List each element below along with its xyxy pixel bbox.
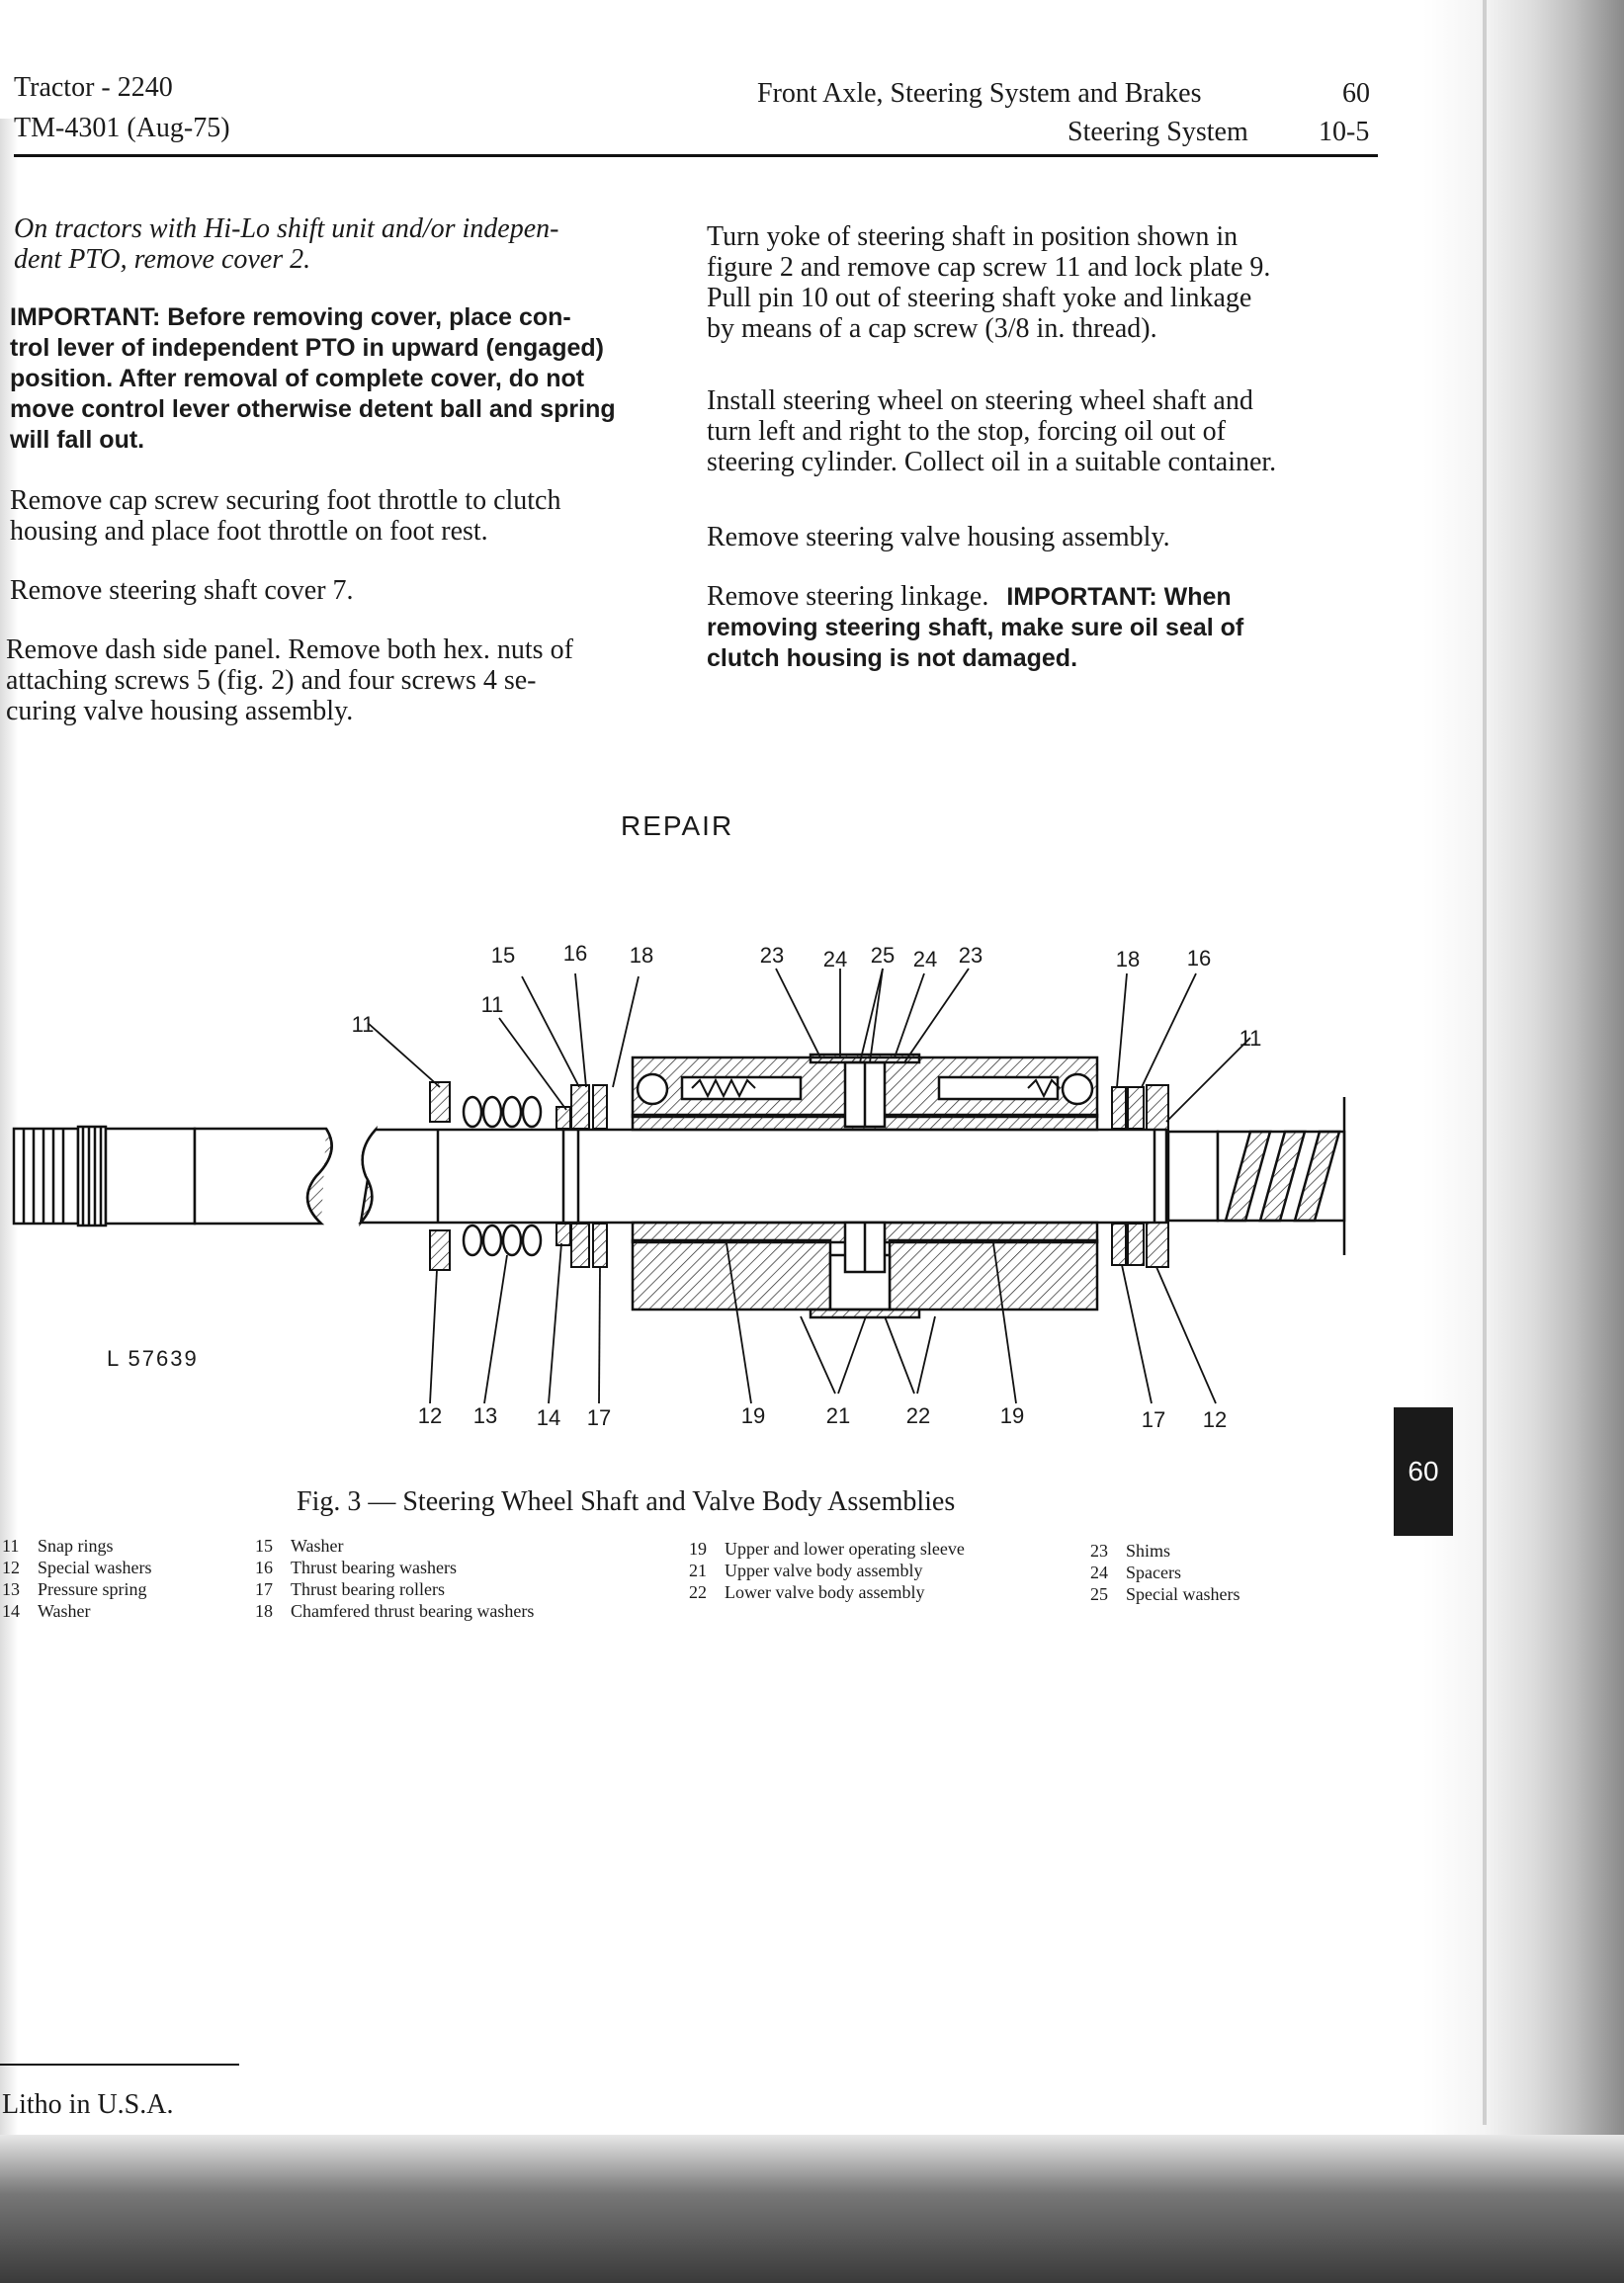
header-section: Front Axle, Steering System and Brakes bbox=[757, 78, 1202, 109]
text-line: move control lever otherwise detent ball and spring bbox=[10, 395, 616, 423]
footer-litho: Litho in U.S.A. bbox=[2, 2089, 174, 2120]
legend-item: 14 Washer bbox=[2, 1601, 91, 1621]
main-shaft bbox=[361, 1130, 1166, 1223]
text-line: trol lever of independent PTO in upward (engaged) bbox=[10, 334, 604, 362]
legend-item: 19 Upper and lower operating sleeve bbox=[689, 1539, 965, 1559]
callout-17: 17 bbox=[586, 1405, 612, 1430]
callout-18: 18 bbox=[629, 943, 654, 968]
legend-item: 23 Shims bbox=[1090, 1541, 1171, 1561]
legend-item: 22 Lower valve body assembly bbox=[689, 1582, 925, 1602]
text-line: removing steering shaft, make sure oil seal of bbox=[707, 614, 1244, 641]
page-edge-shadow bbox=[1423, 0, 1624, 2283]
text-line: will fall out. bbox=[10, 426, 145, 454]
header-model: Tractor - 2240 bbox=[14, 72, 173, 103]
left-paragraph-3: Remove steering shaft cover 7. bbox=[10, 575, 354, 606]
footer-rule bbox=[0, 2064, 239, 2066]
callout-25: 25 bbox=[870, 943, 896, 968]
callout-12: 12 bbox=[417, 1403, 443, 1428]
legend-column-1 bbox=[2, 1535, 239, 1622]
header-subsection: Steering System bbox=[1068, 117, 1248, 147]
legend-column-2 bbox=[255, 1535, 670, 1622]
text-line: IMPORTANT: Before removing cover, place con- bbox=[10, 303, 571, 331]
text-line: On tractors with Hi-Lo shift unit and/or indepen- bbox=[14, 213, 559, 244]
callout-24b: 24 bbox=[912, 947, 938, 972]
text-line: clutch housing is not damaged. bbox=[707, 644, 1078, 672]
callout-11-mid: 11 bbox=[480, 992, 504, 1017]
text-line: Pull pin 10 out of steering shaft yoke and linkage bbox=[707, 283, 1252, 313]
text-line: Install steering wheel on steering wheel shaft and bbox=[707, 385, 1253, 416]
text-line: position. After removal of complete cover, do not bbox=[10, 365, 585, 392]
legend-item: 11 Snap rings bbox=[2, 1536, 114, 1556]
important-label: IMPORTANT: When bbox=[1006, 583, 1232, 611]
section-side-tab bbox=[1394, 1407, 1453, 1536]
legend-item: 24 Spacers bbox=[1090, 1563, 1181, 1582]
text-line: figure 2 and remove cap screw 11 and lock plate 9. bbox=[707, 252, 1271, 283]
callout-16: 16 bbox=[562, 941, 588, 966]
callout-22: 22 bbox=[905, 1403, 931, 1428]
left-paragraph-1 bbox=[14, 213, 666, 275]
callout-19b: 19 bbox=[999, 1403, 1025, 1428]
header-page: 10-5 bbox=[1319, 117, 1370, 147]
worm-gear bbox=[1168, 1097, 1344, 1255]
steering-shaft-diagram bbox=[0, 929, 1384, 1443]
bottom-shadow bbox=[0, 2135, 1624, 2283]
callout-23b: 23 bbox=[958, 943, 983, 968]
callout-11-right: 11 bbox=[1239, 1026, 1262, 1051]
text-line: Turn yoke of steering shaft in position shown in bbox=[707, 221, 1239, 252]
callout-11-left: 11 bbox=[351, 1012, 375, 1037]
legend-column-4 bbox=[1090, 1540, 1347, 1605]
text-line: curing valve housing assembly. bbox=[6, 696, 354, 726]
right-paragraph-1 bbox=[707, 221, 1379, 344]
callout-17b: 17 bbox=[1141, 1407, 1166, 1432]
callout-16b: 16 bbox=[1186, 946, 1212, 971]
header-manual: TM-4301 (Aug-75) bbox=[14, 113, 230, 143]
callout-15: 15 bbox=[490, 943, 516, 968]
callout-19: 19 bbox=[740, 1403, 766, 1428]
legend-item: 25 Special washers bbox=[1090, 1584, 1240, 1604]
text-line: Remove cap screw securing foot throttle to clutch bbox=[10, 485, 561, 516]
left-paragraph-2 bbox=[10, 485, 672, 547]
callout-13: 13 bbox=[472, 1403, 498, 1428]
callout-18b: 18 bbox=[1115, 947, 1141, 972]
legend-item: 21 Upper valve body assembly bbox=[689, 1561, 923, 1580]
callout-23: 23 bbox=[759, 943, 785, 968]
callout-24: 24 bbox=[822, 947, 848, 972]
text-run: Remove steering linkage. bbox=[707, 581, 989, 612]
text-line: dent PTO, remove cover 2. bbox=[14, 244, 311, 275]
text-line: housing and place foot throttle on foot rest. bbox=[10, 516, 488, 547]
right-paragraph-4 bbox=[707, 581, 1389, 674]
text-line: Remove dash side panel. Remove both hex. nuts of bbox=[6, 634, 573, 665]
legend-item: 17 Thrust bearing rollers bbox=[255, 1579, 445, 1599]
right-paragraph-2 bbox=[707, 385, 1389, 477]
text-line: attaching screws 5 (fig. 2) and four screws 4 se- bbox=[6, 665, 537, 696]
callout-12b: 12 bbox=[1202, 1407, 1228, 1432]
splined-end bbox=[14, 1127, 332, 1226]
legend-item: 15 Washer bbox=[255, 1536, 344, 1556]
page-edge-line bbox=[1483, 0, 1487, 2125]
callout-21: 21 bbox=[825, 1403, 851, 1428]
side-tab-label: 60 bbox=[1408, 1456, 1439, 1486]
repair-heading: REPAIR bbox=[621, 810, 734, 841]
header-section-number: 60 bbox=[1342, 78, 1370, 109]
figure-ref: L 57639 bbox=[107, 1346, 199, 1371]
left-paragraph-4 bbox=[6, 634, 678, 726]
callout-14: 14 bbox=[536, 1405, 561, 1430]
legend-item: 13 Pressure spring bbox=[2, 1579, 147, 1599]
legend-item: 16 Thrust bearing washers bbox=[255, 1558, 457, 1577]
right-paragraph-3: Remove steering valve housing assembly. bbox=[707, 522, 1170, 552]
figure-caption: Fig. 3 — Steering Wheel Shaft and Valve Body Assemblies bbox=[297, 1486, 956, 1517]
text-line: steering cylinder. Collect oil in a suitable container. bbox=[707, 447, 1277, 477]
text-line: turn left and right to the stop, forcing oil out of bbox=[707, 416, 1226, 447]
header-rule bbox=[14, 154, 1378, 157]
legend-column-3 bbox=[689, 1538, 1084, 1603]
legend-item: 18 Chamfered thrust bearing washers bbox=[255, 1601, 535, 1621]
legend-item: 12 Special washers bbox=[2, 1558, 152, 1577]
important-note bbox=[10, 302, 672, 456]
text-line: by means of a cap screw (3/8 in. thread). bbox=[707, 313, 1157, 344]
